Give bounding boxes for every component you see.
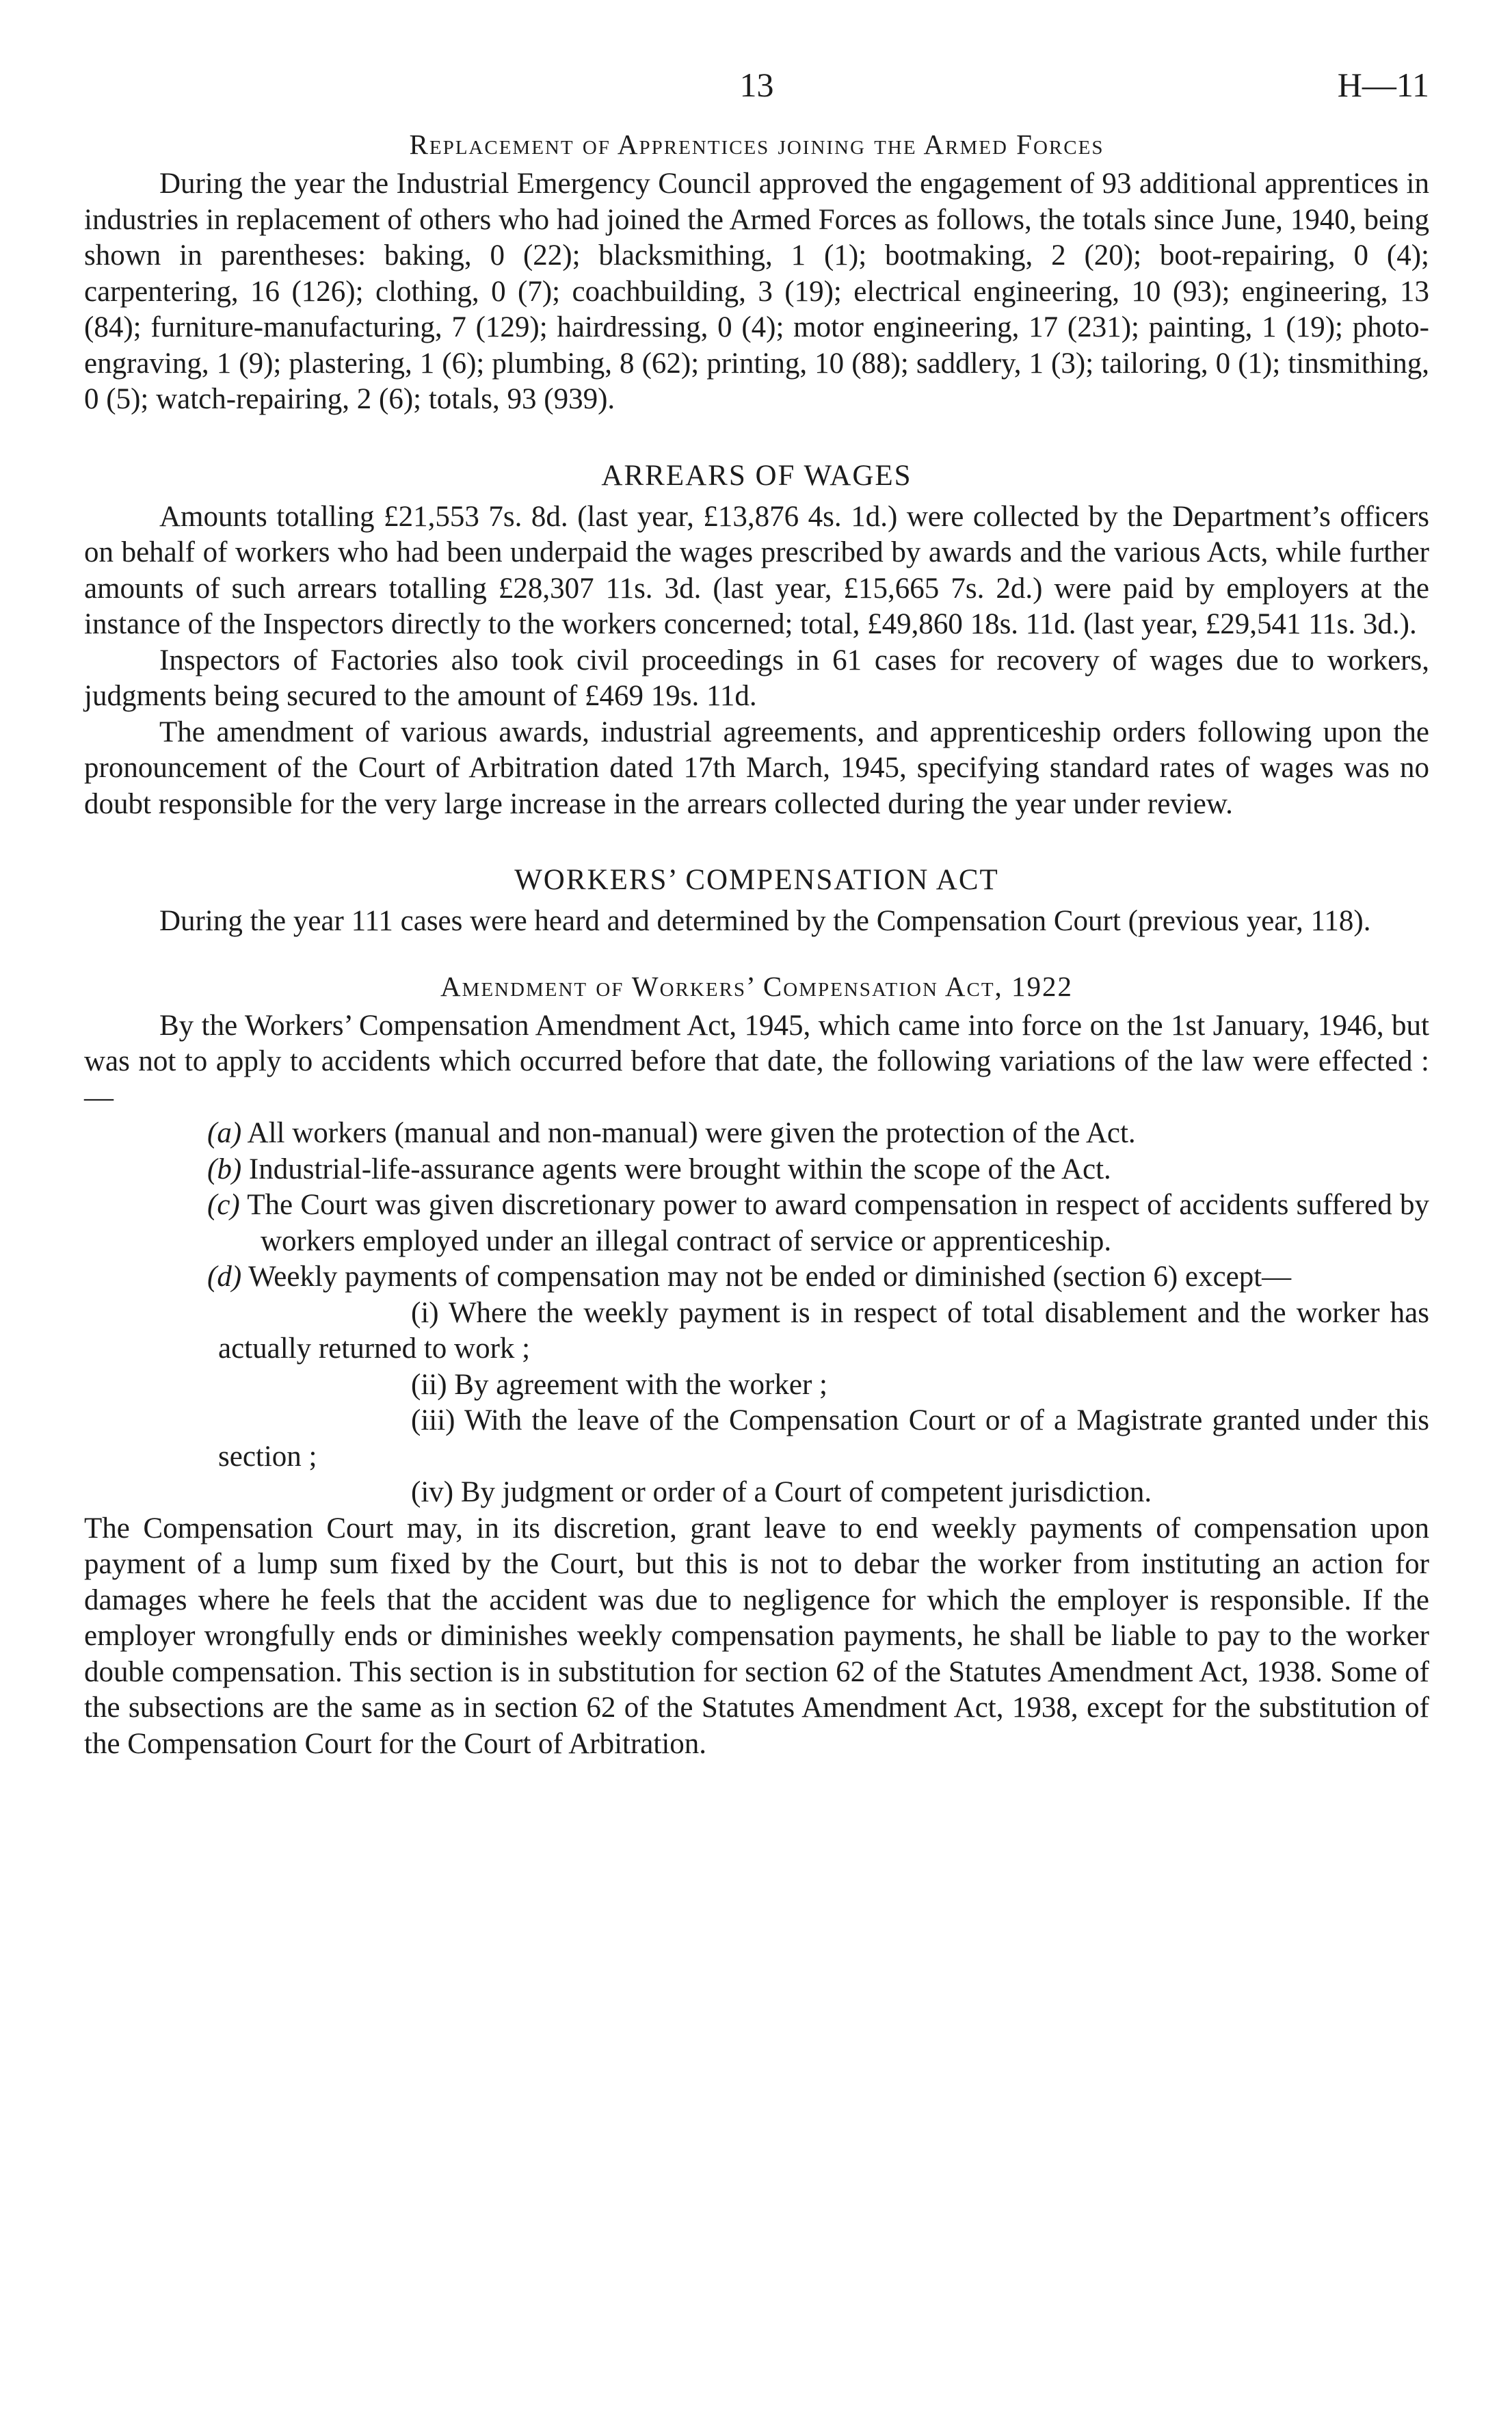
paper-code: H—11 <box>1337 66 1429 104</box>
item-text: All workers (manual and non-manual) were given the protection of the Act. <box>247 1117 1136 1149</box>
amendment-item-c <box>84 1187 1429 1259</box>
amendment-intro: By the Workers’ Compensation Amendment Act, 1945, which came into force on the 1st January, 1946, but was not to apply to accidents which occurred before that date, the following variations of the law were effected :— <box>84 1009 1429 1114</box>
apprentices-heading: Replacement of Apprentices joining the Armed Forces <box>409 129 1104 160</box>
amendment-item-d <box>84 1259 1429 1296</box>
item-text: The Court was given discretionary power to award compensation in respect of accidents suffered by workers employed under an illegal contract of service or apprenticeship. <box>247 1189 1429 1257</box>
arrears-paragraph-3: The amendment of various awards, industrial agreements, and apprenticeship orders following upon the pronouncement of the Court of Arbitration dated 17th March, 1945, specifying standard rates of wages was no doubt responsible for the very large increase in the arrears collected during the year under review. <box>84 715 1429 820</box>
amendment-item-b <box>84 1152 1429 1188</box>
amendment-subitem-ii: (ii) By agreement with the worker ; <box>411 1368 827 1401</box>
page-number: 13 <box>739 66 774 104</box>
page-bottom-spacer <box>84 1762 1429 1776</box>
amendment-item-a <box>84 1116 1429 1152</box>
item-marker: (b) <box>207 1153 242 1185</box>
amendment-closing: The Compensation Court may, in its discretion, grant leave to end weekly payments of compensation upon payment of a lump sum fixed by the Court, but this is not to debar the worker from instituting an action for damages where he feels that the accident was due to negligence for which the employer is responsible. If the employer wrongfully ends or diminishes weekly compensation payments, he shall be liable to pay to the worker double compensation. This section is in substitution for section 62 of the Statutes Amendment Act, 1938. Some of the subsections are the same as in section 62 of the Statutes Amendment Act, 1938, except for the substitution of the Compensation Court for the Court of Arbitration. <box>84 1512 1429 1760</box>
amendment-subitem-iv: (iv) By judgment or order of a Court of competent jurisdiction. <box>411 1476 1152 1508</box>
item-text: Weekly payments of compensation may not be ended or diminished (section 6) except— <box>248 1261 1292 1293</box>
item-marker: (a) <box>207 1117 242 1149</box>
amendment-subitem-i: (i) Where the weekly payment is in respect of total disablement and the worker has actually returned to work ; <box>218 1296 1429 1365</box>
item-marker: (d) <box>207 1261 242 1293</box>
page-header <box>84 65 1429 120</box>
document-page <box>84 65 1429 1776</box>
compensation-paragraph: During the year 111 cases were heard and determined by the Compensation Court (previous year, 118). <box>159 905 1371 937</box>
amendment-heading: Amendment of Workers’ Compensation Act, 1922 <box>440 970 1074 1002</box>
arrears-heading: ARREARS OF WAGES <box>601 459 912 492</box>
compensation-heading: WORKERS’ COMPENSATION ACT <box>514 864 999 896</box>
apprentices-paragraph: During the year the Industrial Emergency Council approved the engagement of 93 additional apprentices in industries in replacement of others who had joined the Armed Forces as follows, the totals since June, 1940, being shown in parentheses: baking, 0 (22); blacksmithing, 1 (1); bootmaking, 2 (20); boot-repairing, 0 (4); carpentering, 16 (126); clothing, 0 (7); coachbuilding, 3 (19); electrical engineering, 10 (93); engineering, 13 (84); furniture-manufacturing, 7 (129); hairdressing, 0 (4); motor engineering, 17 (231); painting, 1 (19); photo-engraving, 1 (9); plastering, 1 (6); plumbing, 8 (62); printing, 10 (88); saddlery, 1 (3); tailoring, 0 (1); tinsmithing, 0 (5); watch-repairing, 2 (6); totals, 93 (939). <box>84 168 1429 415</box>
arrears-paragraph-1: Amounts totalling £21,553 7s. 8d. (last year, £13,876 4s. 1d.) were collected by the Department’s officers on behalf of workers who had been underpaid the wages prescribed by awards and the various Acts, while further amounts of such arrears totalling £28,307 11s. 3d. (last year, £15,665 7s. 2d.) were paid by employers at the instance of the Inspectors directly to the workers concerned; total, £49,860 18s. 11d. (last year, £29,541 11s. 3d.). <box>84 500 1429 640</box>
arrears-paragraph-2: Inspectors of Factories also took civil proceedings in 61 cases for recovery of wages due to workers, judgments being secured to the amount of £469 19s. 11d. <box>84 644 1429 712</box>
item-text: Industrial-life-assurance agents were brought within the scope of the Act. <box>248 1153 1111 1185</box>
item-marker: (c) <box>207 1189 240 1221</box>
amendment-subitem-iii: (iii) With the leave of the Compensation Court or of a Magistrate granted under this section ; <box>218 1404 1429 1473</box>
